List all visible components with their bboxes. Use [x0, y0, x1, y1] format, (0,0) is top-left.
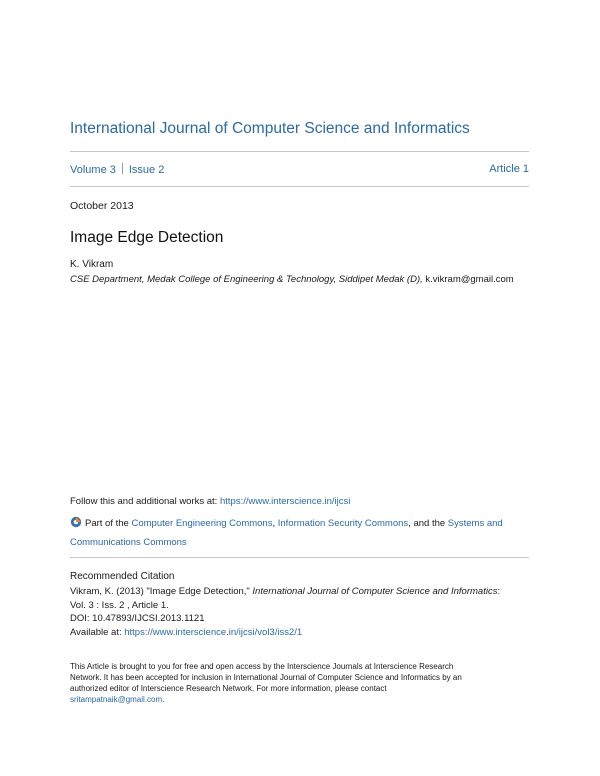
notice-end: .	[162, 695, 165, 704]
article-link[interactable]: Article 1	[489, 163, 529, 175]
citation-doi: DOI: 10.47893/IJCSI.2013.1121	[70, 613, 205, 624]
citation-block	[70, 585, 500, 639]
citation-journal: International Journal of Computer Science and Informatics	[252, 586, 498, 597]
recommended-citation-heading: Recommended Citation	[70, 571, 175, 582]
systems-communications-commons-link-cont[interactable]: Communications Commons	[70, 537, 187, 548]
notice-line-1: This Article is brought to you for free and open access by the Interscience Journals at Interscience Research	[70, 662, 454, 671]
information-security-commons-link[interactable]: Information Security Commons	[277, 518, 409, 529]
open-access-notice	[70, 661, 529, 705]
issue-link[interactable]: Issue 2	[128, 164, 165, 176]
volume-link[interactable]: Volume 3	[70, 164, 116, 176]
follow-text: Follow this and additional works at:	[70, 496, 220, 507]
separator	[122, 163, 123, 174]
notice-line-2: Network. It has been accepted for inclusion in International Journal of Computer Science and Informatics by an	[70, 673, 462, 682]
article-title: Image Edge Detection	[70, 229, 224, 246]
contact-email-link[interactable]: sritampatnaik@gmail.com	[70, 695, 163, 704]
divider	[70, 151, 529, 152]
affiliation-text: CSE Department, Medak College of Engineering & Technology, Siddipet Medak (D),	[70, 274, 423, 285]
author-affiliation	[70, 274, 514, 285]
commons-disciplines	[70, 515, 529, 551]
computer-engineering-commons-link[interactable]: Computer Engineering Commons	[131, 518, 273, 529]
author-email: k.vikram@gmail.com	[425, 274, 514, 285]
citation-prefix: Vikram, K. (2013) "Image Edge Detection,"	[70, 586, 253, 597]
repository-link[interactable]: https://www.interscience.in/ijcsi	[219, 496, 351, 507]
citation-colon: :	[497, 586, 501, 597]
publication-date: October 2013	[70, 200, 134, 212]
follow-line	[70, 496, 350, 507]
divider	[70, 186, 529, 187]
systems-communications-commons-link[interactable]: Systems and	[447, 518, 503, 529]
notice-line-3: authorized editor of Interscience Research Network. For more information, please contact	[70, 684, 387, 693]
journal-title[interactable]: International Journal of Computer Science and Informatics	[70, 120, 470, 137]
citation-volume: Vol. 3 : Iss. 2 , Article 1.	[70, 599, 169, 611]
volume-issue-row	[70, 163, 529, 176]
available-at-label: Available at:	[70, 626, 125, 638]
commons-separator: ,	[272, 518, 278, 529]
author-name: K. Vikram	[70, 259, 114, 270]
divider	[70, 557, 529, 558]
bepress-commons-icon	[70, 516, 82, 534]
commons-and: , and the	[408, 518, 448, 529]
commons-prefix: Part of the	[85, 518, 132, 529]
article-url-link[interactable]: https://www.interscience.in/ijcsi/vol3/iss2/1	[124, 626, 303, 638]
